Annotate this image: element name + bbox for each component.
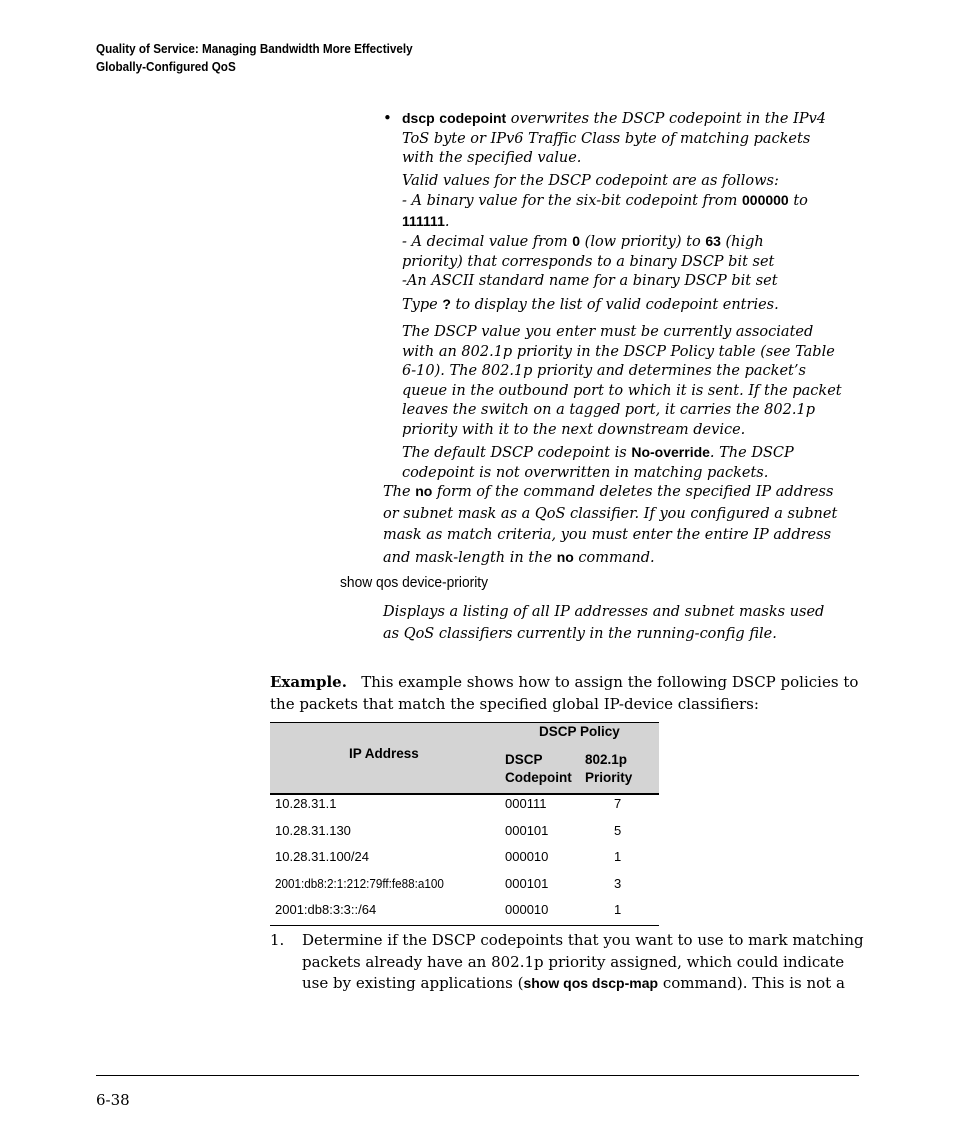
default-codepoint-line2: codepoint is not overwritten in matching packets. [402, 464, 769, 481]
example-paragraph: Example. This example shows how to assign the following DSCP policies to the packets that match the specified global IP-device classifiers: [270, 673, 859, 713]
table-row-3-priority: 1 [614, 849, 622, 864]
decimal-high-value: 63 [705, 233, 721, 249]
ascii-name-line: -An ASCII standard name for a binary DSCP bit set [402, 273, 778, 289]
page-number: 6-38 [96, 1091, 130, 1109]
decimal-value-line: - A decimal value from 0 (low priority) to 63 (high [402, 233, 764, 250]
dscp-value-note: The DSCP value you enter must be currently associated with an 802.1p priority in the DSCP Policy table (see Table 6-10). The 802.1p priority and determines the packet’s queue in the outbound port to which it is sent. If the packet leaves the switch on a tagged port, it carries the 802.1p priority with it to the next downstream device. [402, 324, 842, 438]
binary-value-line: - A binary value for the six-bit codepoint from 000000 to [402, 192, 808, 209]
binary-to-value: 111111 [402, 212, 445, 229]
table-bottom-rule [270, 925, 659, 926]
binary-from-value: 000000 [742, 192, 789, 208]
running-header-title: Quality of Service: Managing Bandwidth More Effectively [96, 41, 413, 56]
table-row-1-priority: 7 [614, 796, 622, 811]
default-codepoint-line: The default DSCP codepoint is No-override. The DSCP [402, 444, 794, 461]
dscp-desc-line1: overwrites the DSCP codepoint in the IPv4 [510, 111, 827, 127]
table-row-2-ip: 10.28.31.130 [275, 823, 351, 838]
table-row-5-priority: 1 [614, 902, 622, 917]
column-header-dscp-codepoint: DSCP Codepoint [505, 752, 572, 785]
show-qos-dscp-map-keyword: show qos dscp-map [523, 975, 659, 991]
step-1-number: 1. [270, 931, 285, 949]
show-command-syntax: show qos device-priority [340, 574, 489, 591]
no-keyword: no [415, 483, 433, 499]
table-top-rule [270, 722, 659, 723]
table-row-2-dscp: 000101 [505, 823, 549, 838]
step-1-text: Determine if the DSCP codepoints that you want to use to mark matching packets already have an 802.1p priority assigned, which could indicate use by existing applications (show qos dscp-map command). This is not a [302, 931, 864, 992]
running-header-subtitle: Globally-Configured QoS [96, 59, 236, 74]
codepoint-keyword: codepoint [439, 110, 507, 126]
table-row-5-dscp: 000010 [505, 902, 549, 917]
type-help-line: Type ? to display the list of valid codepoint entries. [402, 295, 779, 313]
example-label: Example. [270, 673, 347, 691]
decimal-low-value: 0 [572, 233, 581, 249]
question-mark-key: ? [442, 295, 451, 312]
bullet-marker: • [383, 109, 392, 127]
table-row-4-dscp: 000101 [505, 876, 549, 891]
no-form-paragraph: The no form of the command deletes the specified IP address or subnet mask as a QoS classifier. If you configured a subnet mask as match criteria, you must enter the entire IP address and mask-length in the no command. [383, 483, 838, 566]
column-group-dscp-policy: DSCP Policy [539, 724, 620, 739]
no-override-keyword: No-override [631, 444, 710, 460]
table-header-rule [270, 793, 659, 795]
dscp-option-description: dscp codepoint overwrites the DSCP codepoint in the IPv4 ToS byte or IPv6 Traffic Class byte of matching packets with the specified value. Valid values for the DSCP codepoint are as follows: - A binary value for the six-bit codepoint from 000000 to 111111. - A decimal value from 0 (low priority) to 63 (high priority) that corresponds to a binary DSCP bit set -An ASCII standard name for a binary DSCP bit set Type ? to display the list of valid codepoint entries. The DSCP value you enter must be currently associated with an 802.1p priority in the DSCP Policy table (see Table 6-10). The 802.1p priority and determines the packet’s queue in the outbound port to which it is sent. If the packet leaves the switch on a tagged port, it carries the 802.1p priority with it to the next downstream device. The default DSCP codepoint is No-override. The DSCP codepoint is not overwritten in matching packets. [402, 109, 872, 483]
table-row-3-dscp: 000010 [505, 849, 549, 864]
table-row-5-ip: 2001:db8:3:3::/64 [275, 902, 377, 917]
table-row-1-ip: 10.28.31.1 [275, 796, 337, 811]
column-header-ip-address: IP Address [349, 746, 419, 761]
table-row-2-priority: 5 [614, 823, 622, 838]
show-command-description: Displays a listing of all IP addresses and subnet masks used as QoS classifiers currently in the running-config file. [383, 604, 825, 642]
dscp-desc-line2: ToS byte or IPv6 Traffic Class byte of matching packets [402, 130, 811, 147]
decimal-value-line2: priority) that corresponds to a binary DSCP bit set [402, 253, 775, 270]
table-row-4-priority: 3 [614, 876, 622, 891]
table-row-1-dscp: 000111 [505, 796, 547, 811]
no-keyword-2: no [556, 548, 574, 565]
column-header-8021p-priority: 802.1p Priority [585, 752, 633, 785]
dscp-desc-line3: with the specified value. [402, 150, 582, 166]
table-row-4-ip: 2001:db8:2:1:212:79ff:fe88:a100 [275, 876, 444, 891]
valid-values-intro: Valid values for the DSCP codepoint are as follows: [402, 172, 779, 189]
footer-rule [96, 1075, 859, 1076]
dscp-keyword: dscp [402, 110, 435, 126]
table-row-3-ip: 10.28.31.100/24 [275, 849, 369, 864]
